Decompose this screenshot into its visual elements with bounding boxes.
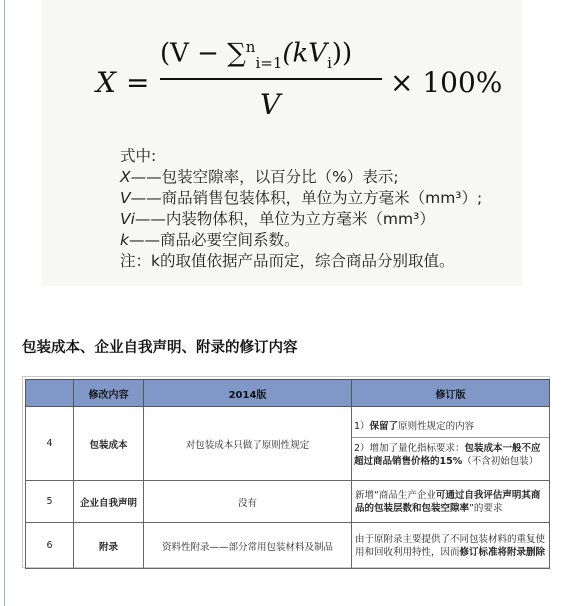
row-new: 由于原附录主要提供了不同包装材料的重复使用和回收利用特性，因而修订标准将附录删除 [352,523,550,569]
row-item: 企业自我声明 [74,481,144,523]
definitions-note: 注：k的取值依据产品而定，综合商品分别取值。 [120,252,455,270]
definition-line: k——商品必要空间系数。 [120,231,300,249]
formula-equals: = [126,66,150,99]
section-title: 包装成本、企业自我声明、附录的修订内容 [22,340,298,356]
formula-tail: × 100% [390,66,503,99]
header-cell [26,380,74,407]
table-row [26,407,550,481]
fraction-bar [160,78,382,80]
header-cell: 2014版 [144,380,352,407]
new-part: 2）增加了量化指标要求：包装成本一般不应超过商品销售价格的15%（不含初始包装） [354,442,541,467]
header-cell: 修订版 [352,380,550,407]
table-row [26,523,550,569]
formula-denominator: V [260,88,281,121]
packaging-void-ratio-formula [92,34,512,130]
row-old: 对包装成本只做了原则性规定 [144,407,352,481]
row-item: 包装成本 [74,407,144,481]
row-new: 新增“商品生产企业可通过自我评估声明其商品的包装层数和包装空隙率”的要求 [352,481,550,523]
table-header-row [26,380,550,407]
revision-table-image [22,376,550,568]
definitions-heading: 式中: [120,147,157,165]
formula-image [42,0,522,286]
revision-table [25,379,550,569]
formula-numerator: $(V - \sum^n_{i=1}(kV_i))$ [160,38,353,72]
new-part: 1）保留了原则性规定的内容 [352,416,549,438]
row-item: 附录 [74,523,144,569]
definition-line: V——商品销售包装体积，单位为立方毫米（mm³）; [120,189,483,207]
definition-line: Vi——内装物体积，单位为立方毫米（mm³） [120,210,435,228]
row-number: 5 [26,481,74,523]
header-cell: 修改内容 [74,380,144,407]
left-border [4,0,5,606]
definition-line: X——包装空隙率，以百分比（%）表示; [120,168,399,186]
row-old: 没有 [144,481,352,523]
row-number: 6 [26,523,74,569]
formula-definitions [120,146,562,272]
row-new [352,407,550,481]
row-old: 资料性附录——部分常用包装材料及制品 [144,523,352,569]
table-row [26,481,550,523]
row-number: 4 [26,407,74,481]
formula-lhs: X [96,66,116,99]
